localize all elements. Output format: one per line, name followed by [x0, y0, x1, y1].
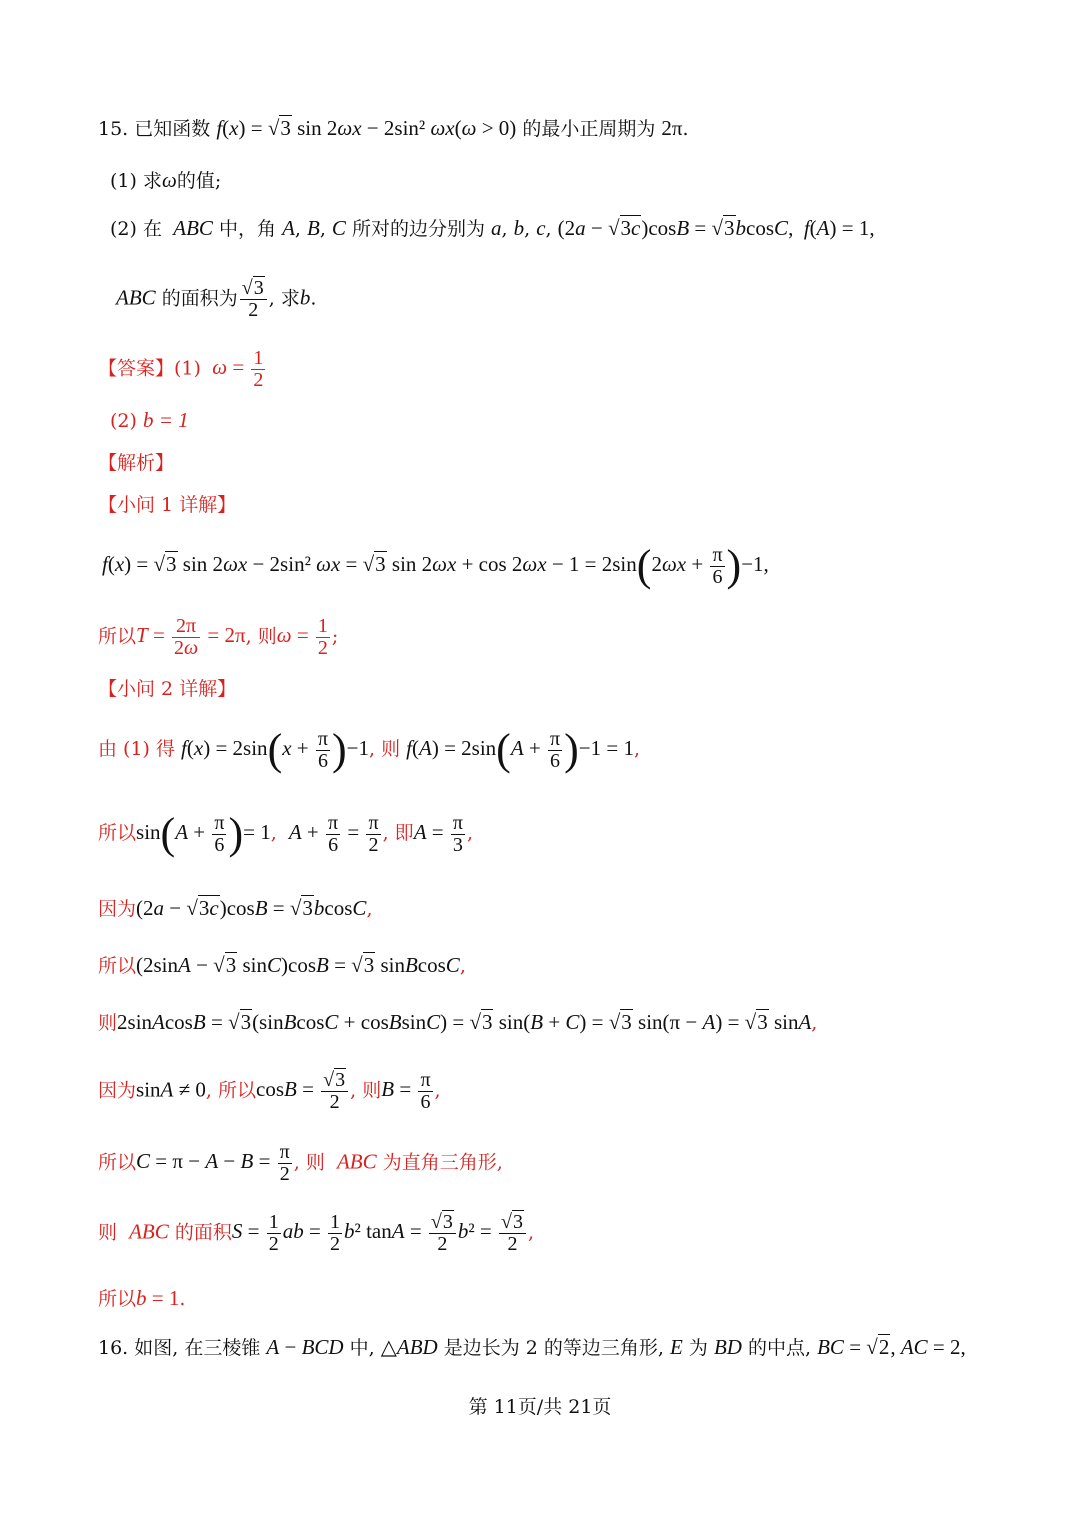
derivation-line-9: 所以C = π − A − B = $\frac{\pi}{2}$ , 则 ABC 为直角三角形, — [98, 1141, 503, 1185]
so-text: 所以 — [98, 625, 137, 648]
sub-question-2-tag: 【小问 2 详解】 — [98, 678, 237, 700]
page-footer: 第 11页/共 21页 — [468, 1396, 612, 1418]
question-2-text-b: 中，角 — [219, 218, 277, 240]
problem-16-text-b: 中, — [349, 1337, 375, 1359]
ask-text: 求 — [280, 287, 300, 310]
analysis-tag: 【解析】 — [98, 452, 175, 474]
answer-part-2-label: (2) — [110, 410, 137, 432]
then-text-4: 则 — [362, 1079, 382, 1102]
problem-16-text-c: 是边长为 2 的等边三角形, — [443, 1337, 664, 1359]
period-value: 2π — [661, 116, 683, 140]
right-triangle-text: 为直角三角形, — [382, 1151, 503, 1174]
question-1-label: (1) — [110, 170, 137, 192]
answer-part-1-label: (1) — [174, 357, 201, 380]
question-1-text-pre: 求 — [142, 170, 162, 192]
question-2: (2) 在 ABC 中，角 A, B, C 所对的边分别为 a, b, c, (2a − √3c)cosB = √3bcosC, f(A) = 1, — [110, 216, 875, 240]
then-text-6: 则 — [98, 1221, 118, 1244]
problem-16-number: 16. — [98, 1337, 129, 1359]
question-2-label: (2) — [110, 218, 137, 240]
derivation-line-7: 则2sinAcosB = √3(sinBcosC + cosBsinC) = √3 sin(B + C) = √3 sin(π − A) = √3 sinA, — [98, 1010, 818, 1034]
final-text: 所以 — [98, 1288, 137, 1310]
function-expression: f(x) = √3 sin 2ωx − 2sin² ωx(ω > 0) — [216, 116, 517, 140]
sub-question-1-tag: 【小问 1 详解】 — [98, 494, 237, 516]
question-2-text-a: 在 — [142, 218, 162, 240]
question-1: (1) 求ω的值; — [110, 168, 222, 192]
question-2-area: ABC 的面积为 $\frac{√3}{2}$ , 求b. — [116, 277, 317, 321]
so-text-2: 所以 — [98, 821, 137, 844]
answer-part-2-value: b = 1 — [142, 408, 189, 432]
answer-part-2 — [110, 410, 189, 431]
derivation-line-5: 因为(2a − √3c)cosB = √3bcosC, — [98, 896, 373, 920]
area-text: 的面积为 — [161, 287, 238, 310]
then-text-5: 则 — [305, 1151, 325, 1174]
question-1-text-post: 的值; — [176, 170, 222, 192]
derivation-line-11: 所以b = 1. — [98, 1286, 186, 1310]
stem-suffix: 的最小正周期为 — [522, 118, 656, 140]
problem-number: 15. — [98, 118, 129, 140]
answer-part-1: 【答案】(1) ω = $\frac{1}{2}$ — [98, 347, 264, 391]
problem-16-text-a: 如图, 在三棱锥 — [134, 1337, 261, 1359]
condition-equation: (2a − √3c)cosB = √3bcosC, f(A) = 1, — [557, 216, 875, 240]
derivation-line-8: 因为sinA ≠ 0, 所以cosB = $\frac{√3}{2}$ , 则B = $\frac{\pi}{6}$ , — [98, 1069, 441, 1113]
problem-16-text-d: 为 — [688, 1337, 708, 1359]
question-2-text-c: 所对的边分别为 — [351, 218, 485, 240]
answer-tag: 【答案】 — [98, 357, 175, 380]
then-text: 则 — [257, 625, 277, 648]
derivation-line-6: 所以(2sinA − √3 sinC)cosB = √3 sinBcosC, — [98, 953, 466, 977]
derivation-line-3: 由 (1) 得 f(x) = 2sin(x + $\frac{\pi}{6}$ )−1, 则 f(A) = 2sin(A + $\frac{\pi}{6}$ )−1 = 1, — [98, 725, 640, 774]
because-text: 因为 — [98, 898, 137, 920]
problem-16-stem: 16. 如图, 在三棱锥 A − BCD 中, △ABD 是边长为 2 的等边三角形, E 为 BD 的中点, BC = √2, AC = 2, — [98, 1335, 966, 1359]
derivation-line-4: 所以sin(A + $\frac{\pi}{6}$ )= 1, A + $\frac{\pi}{6}$ = $\frac{\pi}{2}$ , 即A = $\frac{\pi}{3}$ , — [98, 809, 474, 858]
area-of-text: 的面积 — [174, 1221, 232, 1244]
so-text-5: 所以 — [98, 1151, 137, 1174]
so-text-4: 所以 — [217, 1079, 256, 1102]
then-text-2: 则 — [381, 737, 401, 760]
derivation-line-2: 所以T = $\frac{2\pi}{2\omega}$ = 2π, 则ω = $\frac{1}{2}$ ; — [98, 615, 339, 659]
ie-text: 即 — [394, 821, 414, 844]
because-text-2: 因为 — [98, 1079, 137, 1102]
stem-prefix: 已知函数 — [134, 118, 211, 140]
derivation-line-1: f(x) = √3 sin 2ωx − 2sin² ωx = √3 sin 2ωx + cos 2ωx − 1 = 2sin(2ωx + $\frac{\pi}{6}$ )−1, — [102, 541, 769, 590]
problem-15-stem: 15. 已知函数 f(x) = √3 sin 2ωx − 2sin² ωx(ω > 0) 的最小正周期为 2π. — [98, 116, 689, 140]
problem-16-text-e: 的中点, — [748, 1337, 812, 1359]
derivation-line-10: 则 ABC 的面积S = $\frac{1}{2}$ ab = $\frac{1}{2}$ b² tanA = $\frac{√3}{2}$ b² = $\frac{√3}{2}$ , — [98, 1211, 535, 1255]
then-text-3: 则 — [98, 1012, 118, 1034]
by-text: 由 (1) 得 — [98, 737, 175, 760]
so-text-3: 所以 — [98, 955, 137, 977]
